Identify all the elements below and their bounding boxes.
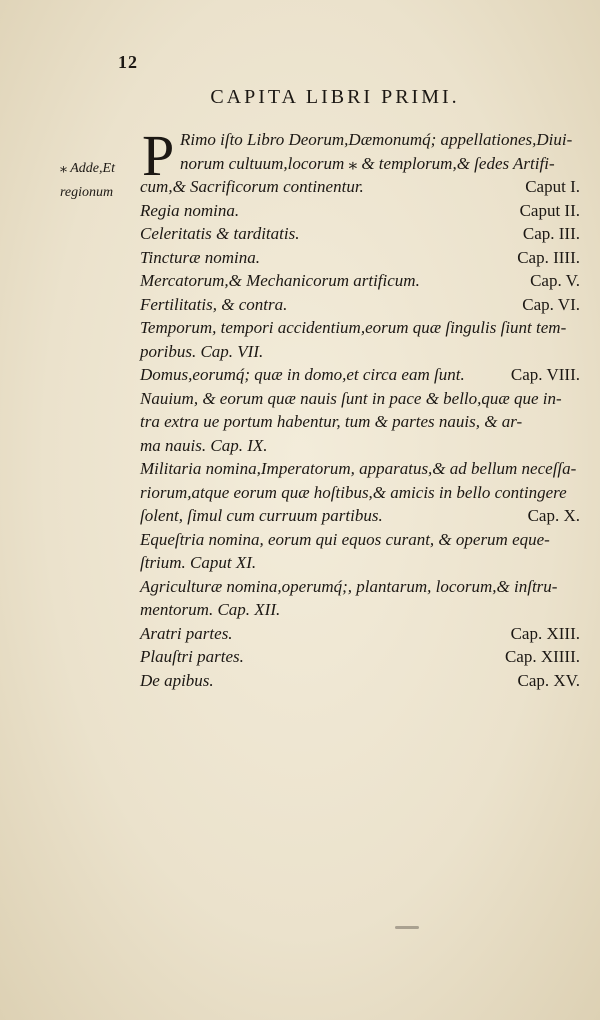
chapter-entry-line — [140, 669, 580, 693]
chapter-entry-line — [140, 645, 580, 669]
chapter-title: ſtrium. Caput XI. — [140, 553, 257, 572]
chapter-title: Celeritatis & tarditatis. — [140, 224, 300, 243]
chapter-entry-line — [140, 246, 580, 270]
chapter-entry-line — [140, 528, 580, 552]
chapter-entry-line — [140, 457, 580, 481]
margin-note-line: ⁎ Adde,Et — [60, 161, 115, 176]
drop-capital: P — [142, 123, 175, 188]
chapter-title: Aratri partes. — [140, 623, 233, 643]
chapter-ref: Cap. XV. — [517, 670, 580, 690]
chapter-entry-line — [140, 316, 580, 340]
chapter-title: Fertilitatis, & contra. — [140, 294, 288, 314]
chapter-list — [140, 123, 580, 692]
chapter-entry-line — [140, 340, 580, 364]
chapter-ref: Cap. X. — [527, 506, 580, 525]
chapter-entry-line — [140, 293, 580, 317]
chapter-title: De apibus. — [140, 670, 214, 690]
intro-line: Rimo iſto Libro Deorum,Dæmonumq́; appellationes,Diui- — [180, 130, 573, 149]
chapter-entry-line — [140, 434, 580, 458]
chapter-entry-line — [140, 551, 580, 575]
chapter-entry-line — [140, 504, 580, 528]
chapter-title: Equeſtria nomina, eorum qui equos curant, & operum eque- — [140, 529, 550, 549]
chapter-entry-line — [140, 481, 580, 505]
chapter-entry-line — [140, 387, 580, 411]
chapter-entry-line — [140, 222, 580, 246]
chapter-ref: Caput I. — [525, 177, 580, 196]
chapter-title: tra extra ue portum habentur, tum & partes nauis, & ar- — [140, 412, 523, 431]
margin-note — [60, 157, 142, 204]
chapter-entry-line — [140, 363, 580, 387]
chapter-title: Temporum, tempori accidentium,eorum quæ ſingulis ſiunt tem- — [140, 318, 567, 337]
chapter-ref: Cap. VI. — [522, 294, 580, 314]
chapter-ref: Cap. XIII. — [510, 623, 580, 643]
chapter-ref: Cap. IIII. — [517, 247, 580, 267]
intro-line: norum cultuum,locorum ⁎ & templorum,& ſedes Artifi- — [180, 153, 555, 173]
chapter-title: Nauium, & eorum quæ nauis ſunt in pace & bello,quæ que in- — [140, 388, 562, 408]
chapter-entries — [140, 199, 580, 693]
chapter-ref: Cap. VIII. — [510, 365, 580, 384]
chapter-title: Plauſtri partes. — [140, 647, 244, 666]
chapter-ref: Cap. V. — [530, 271, 580, 290]
chapter-title: riorum,atque eorum quæ hoſtibus,& amicis in bello contingere — [140, 482, 567, 502]
chapter-entry-line — [140, 622, 580, 646]
intro-line: cum,& Sacrificorum continentur. Caput I. — [140, 175, 580, 199]
chapter-title: ma nauis. Cap. IX. — [140, 435, 268, 455]
running-head: CAPITA LIBRI PRIMI. — [210, 86, 460, 108]
chapter-ref: Cap. III. — [522, 224, 580, 243]
chapter-title: mentorum. Cap. XII. — [140, 600, 281, 619]
chapter-ref: Caput II. — [519, 200, 580, 220]
chapter-title: Regia nomina. — [140, 200, 240, 220]
chapter-entry-line — [140, 575, 580, 599]
chapter-ref: Cap. XIIII. — [504, 647, 580, 666]
chapter-title: Tincturæ nomina. — [140, 247, 260, 267]
chapter-title: poribus. Cap. VII. — [140, 341, 264, 361]
margin-note-line: regionum — [60, 184, 114, 200]
page-number: 12 — [118, 52, 138, 72]
chapter-title: Domus,eorumq́; quæ in domo,et circa eam ſunt. — [140, 365, 465, 384]
chapter-title: Mercatorum,& Mechanicorum artificum. — [140, 271, 420, 290]
chapter-entry-line — [140, 269, 580, 293]
ink-smudge — [395, 926, 419, 929]
chapter-entry-line — [140, 598, 580, 622]
chapter-entry-line — [140, 199, 580, 223]
chapter-title: ſolent, ſimul cum curruum partibus. — [140, 506, 383, 525]
chapter-title: Agriculturæ nomina,operumq́;, plantarum, locorum,& inſtru- — [140, 576, 558, 596]
chapter-entry-line — [140, 410, 580, 434]
chapter-title: Militaria nomina,Imperatorum, apparatus,& ad bellum neceſſa- — [140, 459, 577, 478]
